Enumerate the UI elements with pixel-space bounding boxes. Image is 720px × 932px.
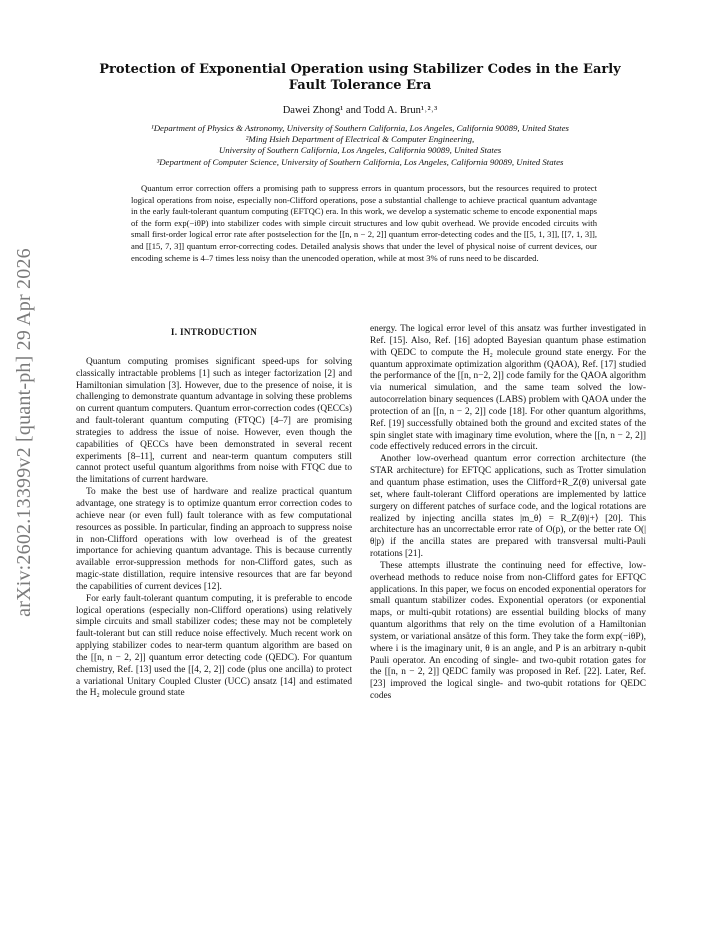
affiliation-2: ²Ming Hsieh Department of Electrical & Computer Engineering, bbox=[245, 134, 475, 145]
section-heading-introduction: I. INTRODUCTION bbox=[170, 327, 258, 337]
affiliation-1: ¹Department of Physics & Astronomy, University of Southern California, Los Angeles, California 90089, United States bbox=[151, 123, 569, 133]
affiliations bbox=[80, 123, 640, 168]
left-column bbox=[76, 324, 352, 700]
affiliation-3: ³Department of Computer Science, University of Southern California, Los Angeles, California 90089, United States bbox=[156, 156, 564, 167]
abstract: Quantum error correction offers a promising path to suppress errors in quantum processors, but the resources required to protect logical operations from noise, especially non-Clifford operations, pose a substantial challenge to achieve practical quantum advantage in the early fault-tolerant quantum computing (EFTQC) era. In this work, we develop a systematic scheme to encode exponential maps of the form exp(−iθP) into stabilizer codes with simple circuit structures and low qubit overhead. We provide encoded circuits with small first-order logical error rate after postselection for the [[n, n − 2, 2]] quantum error-detecting codes and the [[5, 1, 3]], [[7, 1, 3]], and [[15, 7, 3]] quantum error-correcting codes. Detailed analysis shows that under the level of physical noise of current devices, our encoding scheme is 4–7 times less noisy than the unencoded operation, while at most 3% of runs need to be discarded. bbox=[131, 183, 597, 263]
affiliation-2-cont: University of Southern California, Los Angeles, California 90089, United States bbox=[218, 145, 502, 156]
arxiv-identifier: arXiv:2602.13399v2 [quant-ph] 29 Apr 2026 bbox=[12, 247, 35, 617]
paragraph: These attempts illustrate the continuing need for effective, low-overhead methods to reduce noise from non-Clifford gates for EFTQC applications. In this paper, we focus on encoded exponential operators for small quantum stabilizer codes. Exponential operators (or exponential maps, or multi-qubit rotations) are essential building blocks of many quantum algorithms that rely on the time evolution of a Hamiltonian system, or variational ansätze of this form. They take the form exp(−iθP), where i is the imaginary unit, θ is an angle, and P is an arbitrary n-qubit Pauli operator. An encoding of single- and two-qubit rotation gates for the [[n, n − 2, 2]] QEDC family was proposed in Ref. [22]. Later, Ref. [23] improved the logical single- and two-qubit rotations for QEDC codes bbox=[370, 560, 646, 702]
paragraph: Another low-overhead quantum error correction architecture (the STAR architecture) for EFTQC applications, such as Trotter simulation and quantum phase estimation, uses the Clifford+R_Z(θ) universal gate set, where fault-tolerant Clifford operations are implemented by lattice surgery on different patches of surface code, and the logical rotations are realized by injecting ancilla states |m_θ⟩ = R_Z(θ)|+⟩ [20]. This architecture has an uncorrectable error rate of O(p), or the better rate O(|θ|p) if the ancilla states are prepared with transversal multi-Pauli rotations [21]. bbox=[370, 454, 646, 560]
paper-title: Protection of Exponential Operation using Stabilizer Codes in the Early Fault Tolerance Era bbox=[99, 62, 621, 93]
paragraph-continued: energy. The logical error level of this ansatz was further investigated in Ref. [15]. Also, Ref. [16] adopted Bayesian quantum phase estimation with QEDC to compute the H₂ molecule ground state energy. For the quantum approximate optimization algorithm (QAOA), Ref. [17] studied the performance of the [[n, n−2, 2]] code family for the QAOA algorithm via numerical simulation, and the same team solved the low-autocorrelation binary sequences (LABS) problem with QAOA under the protection of an [[n, n − 2, 2]] code [18]. For other quantum algorithms, Ref. [19] successfully obtained both the ground and excited states of the spin singlet state with imaginary time evolution, where the [[n, n − 2, 2]] code effectively reduced errors in the circuit. bbox=[370, 324, 646, 453]
paragraph: Quantum computing promises significant speed-ups for solving classically intractable problems [1] such as integer factorization [2] and Hamiltonian simulation [3]. However, due to the presence of noise, it is challenging to demonstrate quantum advantage in solving these problems on current quantum computers. Quantum error-correction codes (QECCs) and fault-tolerant quantum computing (FTQC) [4–7] are promising strategies to address the issue of noise. However, even though the capabilities of QECCs have been demonstrated in several recent experiments [8–11], current and near-term quantum computers still cannot protect useful quantum algorithms from noise with FTQC due to the limitations of current hardware. bbox=[76, 356, 352, 486]
author-list: Dawei Zhong¹ and Todd A. Brun¹˒²˒³ bbox=[282, 105, 438, 116]
paragraph: For early fault-tolerant quantum computing, it is preferable to encode logical operations (especially non-Clifford operations) using relatively simple circuits and small stabilizer codes; these may not be completely fault-tolerant but can still reduce noise effectively. Much recent work on applying stabilizer codes to near-term quantum algorithm are based on the [[n, n − 2, 2]] quantum error detecting code (QEDC). For quantum chemistry, Ref. [13] used the [[4, 2, 2]] code (plus one ancilla) to protect a variational Unitary Coupled Cluster (UCC) ansatz [14] and estimated the H₂ molecule ground state bbox=[76, 593, 352, 699]
paragraph: To make the best use of hardware and realize practical quantum advantage, one strategy is to optimize quantum error correction codes to achieve near (or even full) fault tolerance with as few computational resources as possible. In particular, finding an approach to suppress noise in non-Clifford operations with low overhead is of the greatest importance for achieving quantum advantage. This is because currently available error-suppression methods for non-Clifford gates, such as magic-state distillation, require intensive resources that are far beyond the capabilities of current devices [12]. bbox=[76, 487, 352, 592]
right-column bbox=[370, 324, 646, 703]
